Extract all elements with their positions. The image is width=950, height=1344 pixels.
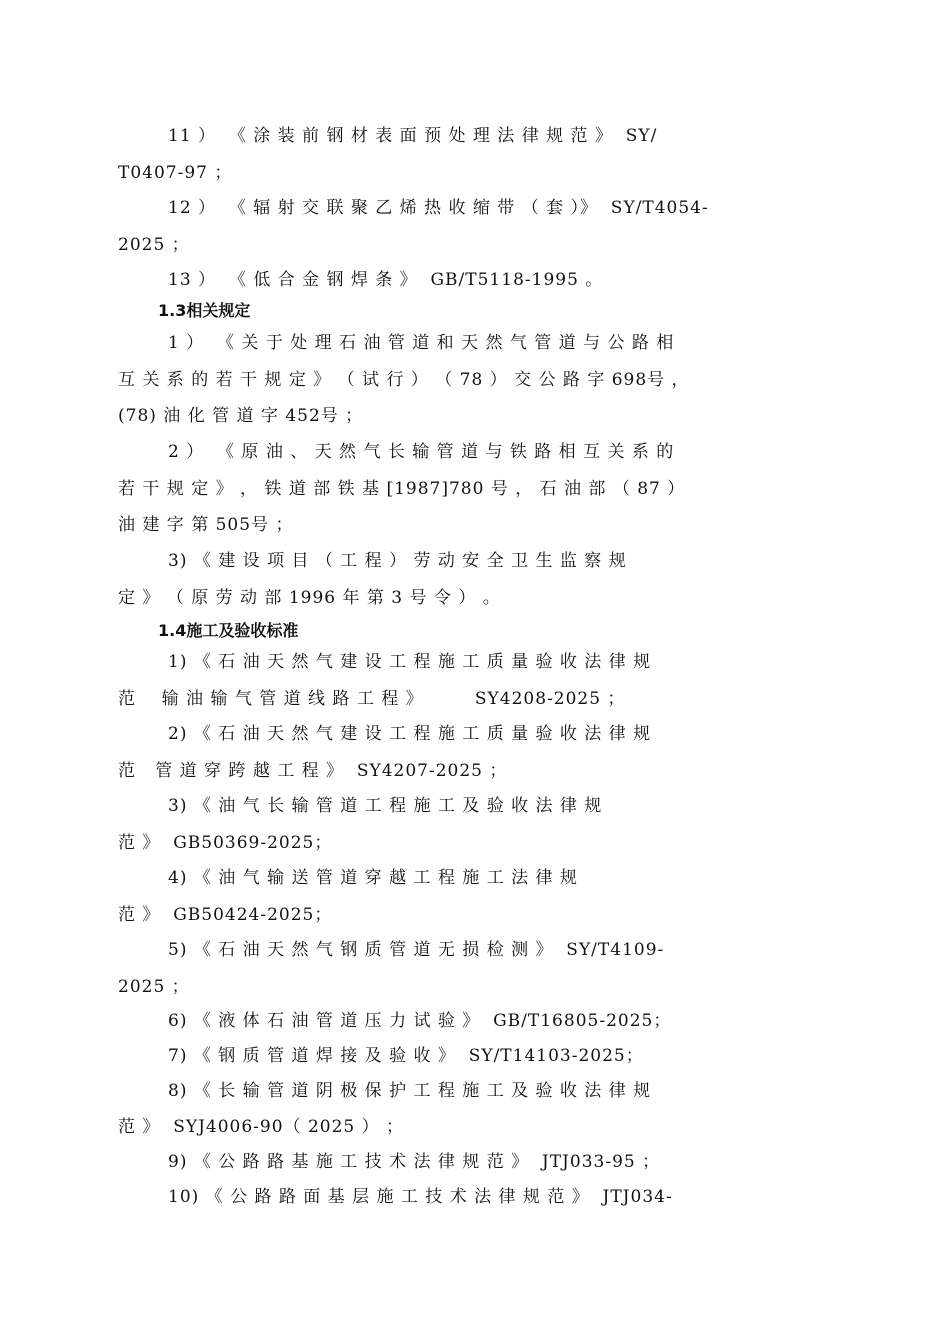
acc-item-5-line1: 5) 《 石 油 天 然 气 钢 质 管 道 无 损 检 测 》 SY/T4109-	[168, 940, 665, 960]
acc-item-1-line2: 范 输 油 输 气 管 道 线 路 工 程 》 SY4208-2025 ；	[118, 689, 626, 709]
acc-item-8-line2: 范 》 SYJ4006-90（ 2025 ） ；	[118, 1117, 405, 1137]
acc-item-10-line1: 10) 《 公 路 路 面 基 层 施 工 技 术 法 律 规 范 》 JTJ034-	[168, 1187, 673, 1207]
acc-item-2-line2: 范 管 道 穿 跨 越 工 程 》 SY4207-2025 ；	[118, 761, 508, 781]
acc-item-4-line2: 范 》 GB50424-2025；	[118, 905, 333, 925]
reg-item-1-line3: (78) 油 化 管 道 字 452号 ；	[118, 406, 364, 426]
acc-item-3-line1: 3) 《 油 气 长 输 管 道 工 程 施 工 及 验 收 法 律 规	[168, 796, 603, 816]
std-item-11-line1: 11 ） 《 涂 装 前 钢 材 表 面 预 处 理 法 律 规 范 》 SY/	[168, 126, 658, 146]
std-item-13-line1: 13 ） 《 低 合 金 钢 焊 条 》 GB/T5118-1995 。	[168, 270, 604, 290]
reg-item-1-line1: 1 ） 《 关 于 处 理 石 油 管 道 和 天 然 气 管 道 与 公 路 相	[168, 333, 675, 353]
reg-item-2-line2: 若 干 规 定 》 ， 铁 道 部 铁 基 [1987]780 号 ， 石 油 部 （ 87 ）	[118, 479, 686, 499]
section-heading-1-3: 1.3相关规定	[158, 301, 251, 320]
reg-item-1-line2: 互 关 系 的 若 干 规 定 》 （ 试 行 ） （ 78 ） 交 公 路 字 698号 ，	[118, 370, 690, 390]
std-item-11-line2: T0407-97 ；	[118, 163, 233, 183]
acc-item-3-line2: 范 》 GB50369-2025；	[118, 833, 333, 853]
acc-item-8-line1: 8) 《 长 输 管 道 阴 极 保 护 工 程 施 工 及 验 收 法 律 规	[168, 1081, 652, 1101]
std-item-12-line2: 2025 ；	[118, 235, 190, 255]
acc-item-9: 9) 《 公 路 路 基 施 工 技 术 法 律 规 范 》 JTJ033-95 ；	[168, 1152, 661, 1172]
acc-item-4-line1: 4) 《 油 气 输 送 管 道 穿 越 工 程 施 工 法 律 规	[168, 868, 578, 888]
reg-item-3-line2: 定 》 （ 原 劳 动 部 1996 年 第 3 号 令 ） 。	[118, 588, 501, 608]
std-item-12-line1: 12 ） 《 辐 射 交 联 聚 乙 烯 热 收 缩 带 （ 套 ）》 SY/T4054-	[168, 198, 709, 218]
acc-item-1-line1: 1) 《 石 油 天 然 气 建 设 工 程 施 工 质 量 验 收 法 律 规	[168, 652, 652, 672]
acc-item-6: 6) 《 液 体 石 油 管 道 压 力 试 验 》 GB/T16805-2025；	[168, 1011, 672, 1031]
section-heading-1-4: 1.4施工及验收标准	[158, 621, 299, 640]
acc-item-7: 7) 《 钢 质 管 道 焊 接 及 验 收 》 SY/T14103-2025；	[168, 1046, 644, 1066]
acc-item-2-line1: 2) 《 石 油 天 然 气 建 设 工 程 施 工 质 量 验 收 法 律 规	[168, 724, 652, 744]
reg-item-2-line1: 2 ） 《 原 油 、 天 然 气 长 输 管 道 与 铁 路 相 互 关 系 的	[168, 442, 675, 462]
reg-item-3-line1: 3) 《 建 设 项 目 （ 工 程 ） 劳 动 安 全 卫 生 监 察 规	[168, 551, 627, 571]
reg-item-2-line3: 油 建 字 第 505号 ；	[118, 515, 294, 535]
acc-item-5-line2: 2025 ；	[118, 977, 190, 997]
